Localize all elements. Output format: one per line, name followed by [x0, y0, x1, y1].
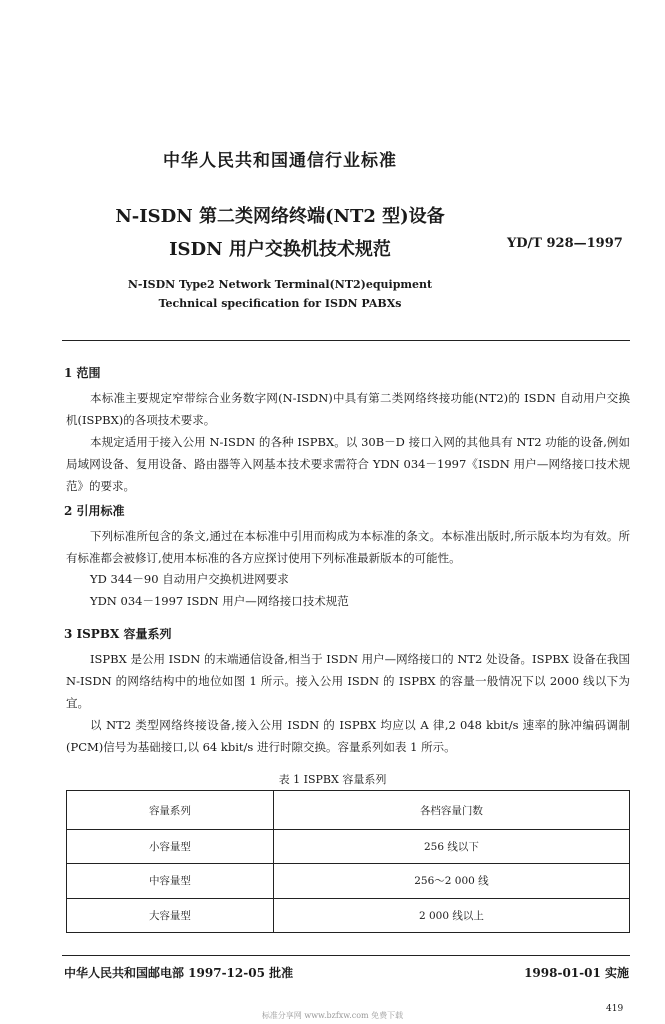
capacity-table: [66, 790, 630, 933]
paragraph: 本标准主要规定窄带综合业务数字网(N-ISDN)中具有第二类网络终接功能(NT2)的 ISDN 自动用户交换机(ISPBX)的各项技术要求。: [66, 391, 630, 427]
table-cell: 中容量型: [67, 864, 274, 898]
watermark-text: 标准分享网 www.bzfxw.com 免费下载: [261, 1011, 404, 1020]
table-row: [67, 830, 630, 864]
table-cell: 256 线以下: [273, 830, 629, 864]
reference-item: YD 344－90 自动用户交换机进网要求: [90, 572, 289, 586]
table-caption: 表 1 ISPBX 容量系列: [278, 773, 387, 786]
section-heading-references: 2 引用标准: [64, 504, 125, 518]
section-heading-capacity: 3 ISPBX 容量系列: [64, 627, 172, 641]
table-cell: 256～2 000 线: [273, 864, 629, 898]
standard-code: YD/T 928—1997: [507, 236, 623, 251]
section-heading-scope: 1 范围: [64, 366, 101, 380]
title-english-line2: Technical specification for ISDN PABXs: [158, 297, 402, 310]
column-header: 各档容量门数: [273, 791, 629, 830]
table-cell: 大容量型: [67, 898, 274, 932]
footer-divider: [62, 955, 630, 956]
table-row: [67, 898, 630, 932]
implementation-date: 1998-01-01 实施: [524, 966, 629, 980]
column-header: 容量系列: [67, 791, 274, 830]
paragraph: 以 NT2 类型网络终接设备,接入公用 ISDN 的 ISPBX 均应以 A 律,2 048 kbit/s 速率的脉冲编码调制(PCM)信号为基础接口,以 64 kbit/s 进行时隙交换。容量系列如表 1 所示。: [66, 718, 630, 754]
title-english-line1: N-ISDN Type2 Network Terminal(NT2)equipment: [127, 278, 433, 291]
reference-item: YDN 034－1997 ISDN 用户—网络接口技术规范: [90, 594, 349, 608]
title-chinese-line1: N-ISDN 第二类网络终端(NT2 型)设备: [115, 206, 445, 227]
table-cell: 小容量型: [67, 830, 274, 864]
approval-line: 中华人民共和国邮电部 1997-12-05 批准: [64, 966, 294, 980]
issuing-body: 中华人民共和国通信行业标准: [163, 151, 397, 171]
header-divider: [62, 340, 630, 341]
title-chinese-line2: ISDN 用户交换机技术规范: [169, 239, 391, 260]
table-header-row: [67, 791, 630, 830]
paragraph: ISPBX 是公用 ISDN 的末端通信设备,相当于 ISDN 用户—网络接口的 NT2 处设备。ISPBX 设备在我国 N-ISDN 的网络结构中的地位如图 1 所示。接入公用 ISDN 的 ISPBX 的容量一般情况下以 2000 线以下为宜。: [66, 652, 630, 710]
paragraph: 下列标准所包含的条文,通过在本标准中引用而构成为本标准的条文。本标准出版时,所示版本均为有效。所有标准都会被修订,使用本标准的各方应探讨使用下列标准最新版本的可能性。: [66, 529, 630, 565]
paragraph: 本规定适用于接入公用 N-ISDN 的各种 ISPBX。以 30B－D 接口入网的其他具有 NT2 功能的设备,例如局域网设备、复用设备、路由器等入网基本技术要求需符合 YDN 034－1997《ISDN 用户—网络接口技术规范》的要求。: [66, 435, 630, 493]
table-row: [67, 864, 630, 898]
page-number: 419: [606, 1004, 624, 1014]
table-cell: 2 000 线以上: [273, 898, 629, 932]
